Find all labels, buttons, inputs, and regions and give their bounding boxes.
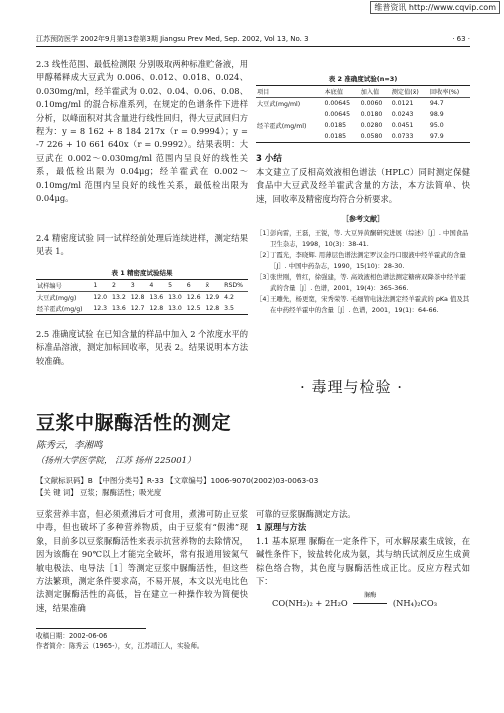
section-3-heading: 3 小结 — [256, 154, 282, 164]
table-cell — [256, 109, 323, 120]
equation-reactants: CO(NH₂)₂ + 2H₂O — [272, 598, 348, 608]
paragraph: 豆浆营养丰富，但必须煮沸后才可食用，煮沸可防止豆浆中毒，但也破坏了多种营养物质，由于豆浆有“假沸”现象，目前多以豆浆脲酶活性来表示抗营养物的去除情况，因为该酶在 90℃以上才能完全破坏，常有报道用铵氮气敏电极法、电导法［1］等测定豆浆中脲酶活性，但这些方法繁琐，测定条件要求高，不易开展，本文以光电比色法测定脲酶活性的高低，旨在建立一种操作较为简便快速，结果准确 — [36, 509, 248, 613]
section-2-3 — [36, 58, 248, 205]
table-header: 加入值 — [360, 89, 380, 96]
paragraph: 1.1 基本原理 脲酶在一定条件下，可水解尿素生成铵，在碱性条件下，铵盐转化成为氨，其与纳氏试剂反应生成黄棕色络合物，其色度与脲酶活性成正比。反应方程式如下： — [256, 535, 470, 587]
article-affiliation: （扬州大学医学院， 江苏 扬州 225001） — [36, 456, 196, 466]
keywords-line: 【关 键 词】 豆浆；脲酶活性；吸光度 — [36, 488, 162, 497]
table-cell: 13.2 — [112, 294, 126, 301]
reference-text: 张世刚，曾红，徐强建，等. 高效液相色谱法测定糖痹双降茶中经羊霍武的含量［J］. 色谱，2001，19(4)：365-366. — [270, 273, 466, 292]
reaction-arrow — [353, 592, 387, 608]
reference-number: ［3］ — [256, 273, 273, 281]
table-cell: 4.2 — [224, 294, 234, 301]
table-cell: 13.6 — [149, 294, 164, 301]
table-header: 6 — [186, 282, 191, 289]
section-3-text — [256, 166, 470, 206]
table-header: 1 — [93, 282, 98, 289]
table-cell: 97.9 — [429, 133, 444, 140]
table-cell: 12.6 — [186, 294, 201, 301]
paragraph: 本文建立了反相高效液相色谱法（HPLC）同时测定保健食品中大豆武及经羊霍武含量的方法，本方法简单、快速，回收率及精密度均符合分析要求。 — [256, 167, 470, 204]
reference-number: ［1］ — [256, 229, 273, 237]
table-cell: 98.9 — [429, 111, 444, 118]
paragraph: 2.3 线性范围、最低检测限 分别吸取两种标准贮备液，用甲醇稀释成大豆武为 0.006、0.012、0.018、0.024、0.030mg/ml，经羊霍武为 0.02、0.04、0.06、0.08、0.10mg/ml 的混合标准系列，在规定的色谱条件下进样分析，以峰面积对其含量进行线性回归，得大豆武回归方程为：y = 8 162 + 8 184 217x（r = 0.9994）；y = -7 226 + 10 661 640x（r = 0.9992）。结果表明：大豆武在 0.002～0.030mg/ml 范围内呈良好的线性关系，最低检出限为 0.04μg；经羊霍武在 0.002～0.10mg/ml 范围内呈良好的线性关系，最低检出限为 0.04μg。 — [36, 59, 248, 204]
methods-block — [256, 508, 470, 588]
reference-list — [256, 228, 470, 315]
table-cell: 94.7 — [429, 100, 444, 107]
table-cell: 3.5 — [224, 305, 234, 312]
table-row — [36, 303, 248, 315]
table-cell: 0.0733 — [391, 133, 414, 140]
references-heading: ［参考文献］ — [342, 215, 384, 223]
watermark: 维普资讯 http://www.cqvip.com — [370, 1, 500, 14]
reference-item — [256, 272, 470, 293]
accuracy-table — [256, 85, 470, 143]
table-header: x̄ — [205, 282, 210, 289]
article-title: 豆浆中脲酶活性的测定 — [36, 412, 232, 434]
reference-item — [256, 250, 470, 271]
table-cell: 0.00645 — [324, 100, 351, 107]
reference-number: ［2］ — [256, 251, 273, 259]
table-header: 试样编号 — [37, 283, 62, 290]
section-2-5 — [36, 328, 248, 368]
table-header: 5 — [168, 282, 173, 289]
section-2-4 — [36, 232, 248, 259]
reference-item — [256, 294, 470, 315]
received-date: 收稿日期：2002-06-06 — [36, 632, 108, 640]
table-row — [36, 292, 248, 304]
footnote-rule — [36, 628, 146, 629]
methods-heading: 1 原理与方法 — [256, 522, 307, 533]
table-cell: 12.5 — [186, 305, 201, 312]
reference-text: 彭向雷，王磊，王锐，等. 大豆异黄酮研究进展（综述）［J］. 中国食品卫生杂志，1998，10(3)：38-41. — [270, 229, 469, 248]
equation-products: (NH₄)₂CO₃ — [392, 598, 438, 608]
reference-text: 丁霞光，李晓辉. 用薄层色谱法测定罗汉金丹口服液中经羊霍武的含量［J］. 中国中药杂志，1990，15(10)：28-30. — [270, 251, 466, 270]
reference-number: ［4］ — [256, 295, 273, 303]
classification-line: 【文献标识码】B 【中图分类号】R-33 【文章编号】1006-9070(2002)03-0063-03 — [36, 476, 319, 485]
table-cell: 12.8 — [130, 294, 145, 301]
table-header: 3 — [130, 282, 135, 289]
table-row — [256, 109, 470, 120]
table-cell — [256, 131, 323, 143]
table-cell: 13.0 — [168, 305, 182, 312]
table-header: RSD% — [224, 282, 244, 289]
paragraph: 2.4 精密度试验 同一试样经前处理后连续进样，测定结果见表 1。 — [36, 233, 248, 257]
reference-text: 王雕先，杨更宽，宋秀荣等. 毛细管电泳法测定经羊霍武的 pKa 值及其在中药经羊霍中的含量［J］. 色谱，2001，19(1)：64-66. — [270, 295, 470, 314]
author-info: 作者简介：陈秀云（1965-），女，江苏靖江人，实验师。 — [36, 641, 204, 650]
table-cell: 0.0451 — [391, 122, 414, 129]
table-header: 回收率(%) — [429, 89, 460, 96]
arrow-label: 脲酶 — [364, 592, 377, 599]
table-cell: 大豆武(mg/g) — [37, 295, 77, 302]
table-header: 测定值(x̄) — [391, 89, 419, 96]
table-row — [256, 131, 470, 143]
table-cell: 0.0185 — [324, 133, 347, 140]
table-cell: 0.0121 — [391, 100, 414, 107]
table-cell: 0.0580 — [360, 133, 383, 140]
table-cell: 0.0185 — [324, 122, 347, 129]
table-cell: 95.0 — [429, 122, 444, 129]
table-cell: 12.0 — [93, 294, 108, 301]
reaction-equation — [272, 592, 472, 608]
table-cell: 0.0243 — [391, 111, 414, 118]
table-row — [256, 98, 470, 110]
table-cell: 大豆武(mg/ml) — [257, 101, 301, 108]
section-banner: · 毒理与检验 · — [300, 378, 404, 396]
table-cell: 0.0180 — [360, 111, 383, 118]
table-cell: 12.3 — [93, 305, 108, 312]
table-1 — [36, 268, 248, 315]
table-cell: 12.9 — [205, 294, 220, 301]
footnote — [36, 632, 248, 651]
paragraph: 可靠的豆浆脲酶测定方法。 — [256, 509, 356, 519]
page-number: · 63 · — [452, 35, 470, 43]
table-cell: 12.8 — [205, 305, 220, 312]
table-cell: 经羊霍武(mg/ml) — [257, 123, 307, 130]
table-title: 表 2 准确度试验(n=3) — [328, 75, 398, 83]
table-cell: 0.0060 — [360, 100, 383, 107]
table-2 — [256, 74, 470, 143]
table-header: 4 — [149, 282, 154, 289]
header-rule — [36, 46, 470, 47]
journal-info: 江苏预防医学 2002年9月第13卷第3期 Jiangsu Prev Med, Sep. 2002, Vol 13, No. 3 — [36, 35, 309, 43]
precision-table — [36, 279, 248, 315]
table-header: 项目 — [257, 89, 270, 96]
table-header: 2 — [112, 282, 116, 289]
table-header: 本底值 — [324, 89, 344, 96]
table-cell: 0.00645 — [324, 111, 351, 118]
table-cell: 经羊霍武(mg/g) — [37, 306, 83, 313]
intro-paragraph — [36, 508, 248, 615]
running-header — [36, 35, 470, 44]
paragraph: 2.5 准确度试验 在已知含量的样品中加入 2 个浓度水平的标准品溶液，测定加标回收率，见表 2。结果说明本方法较准确。 — [36, 329, 248, 366]
table-cell: 0.0280 — [360, 122, 383, 129]
table-cell: 12.7 — [130, 305, 145, 312]
table-title: 表 1 精密度试验结果 — [111, 269, 173, 277]
reference-item — [256, 228, 470, 249]
table-cell: 13.6 — [112, 305, 126, 312]
table-cell: 12.8 — [149, 305, 164, 312]
table-row — [256, 120, 470, 131]
article-authors: 陈秀云，李湘鸣 — [36, 440, 103, 451]
table-cell: 13.0 — [168, 294, 182, 301]
